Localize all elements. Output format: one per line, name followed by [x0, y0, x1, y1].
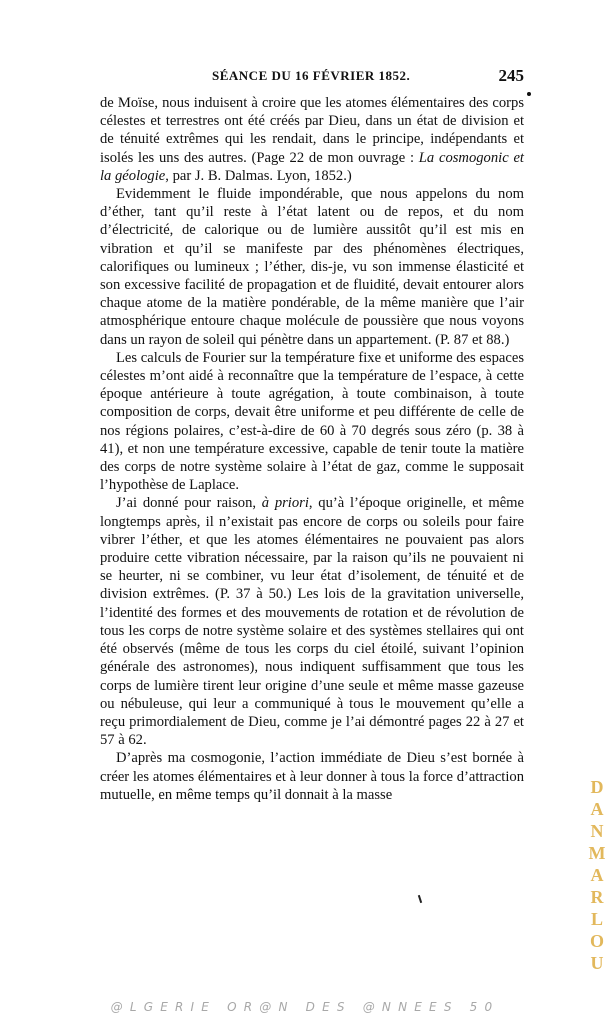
running-head — [100, 66, 524, 88]
ink-dot-mark — [527, 92, 531, 96]
paragraph-2: Evidemment le fluide impondérable, que nous appelons du nom d’éther, tant qu’il reste à l’état latent ou de repos, et du nom d’électricité, de calorique ou de lumière aussitôt qu’il est mis en vibration et qu’il se manifeste par des phénomènes électriques, calorifiques ou lumineux ; l’éther, dis-je, vu son immense élasticité et son excessive facilité de propagation et de fluidité, devait entourer alors chaque atome de la matière pondérable, de la même manière que l’air atmosphérique entoure chaque molécule de poussière que nous voyons dans un rayon de soleil qui pénètre dans un appartement. (P. 87 et 88.) — [100, 186, 524, 348]
vertical-watermark: DANMARLOU — [588, 777, 606, 973]
paragraph-5: D’après ma cosmogonie, l’action immédiate de Dieu s’est bornée à créer les atomes élémentaires et à leur donner à tous la force d’attraction mutuelle, en même temps qu’il donnait à la masse — [100, 750, 524, 803]
paragraph-4: J’ai donné pour raison, à priori, qu’à l’époque originelle, et même longtemps après, il n’existait pas encore de corps ou soleils pour faire vibrer l’éther, et que les atomes élémentaires ne pouvaient pas alors produire cette vibration nécessaire, par la raison qu’ils ne pouvaient ni se heurter, ni se combiner, vu leur état d’isolement, de ténuité et de division extrêmes. (P. 37 à 50.) Les lois de la gravitation universelle, l’identité des formes et des mouvements de rotation et de révolution de tous les corps de notre système solaire et des systèmes stellaires qui ont été observés (même de tous les corps du ciel étoilé, suivant l’opinion générale des astronomes), nous indiquent suffisamment que tous les corps de lumière tirent leur origine d’une seule et même masse gazeuse ou nébuleuse, qui leur a communiqué à tous le mouvement qu’elle a reçu primordialement de Dieu, comme je l’ai démontré pages 22 à 27 et 57 à 62. — [100, 495, 524, 749]
a-priori-italic: à priori — [261, 495, 309, 512]
paragraph-3: Les calculs de Fourier sur la température fixe et uniforme des espaces célestes m’ont aidé à reconnaître que la température de l’espace, à cette époque antérieure à toute agrégation, à toute combinaison, à toute composition de corps, devait être uniforme et peu différente de celle de nos régions polaires, c’est-à-dire de 60 à 70 degrés sous zéro (p. 38 à 41), et non une température excessive, capable de tenir toute la matière des corps de notre système solaire à l’état de gaz, comme le supposait l’hypothèse de Laplace. — [100, 349, 524, 494]
page-number: 245 — [498, 66, 524, 85]
paragraph-1: de Moïse, nous induisent à croire que les atomes élémentaires des corps célestes et terrestres ont été créés par Dieu, dans un état de division et de ténuité extrêmes qui les rendait, dans le principe, indépendants et isolés les uns des autres. (Page 22 de mon ouvrage : La cosmogonic et la géologie, par J. B. Dalmas. Lyon, 1852.) — [100, 95, 524, 184]
footer-watermark: @LGERIE OR@N DES @NNEES 50 — [110, 1000, 500, 1014]
stray-ink-mark — [418, 895, 422, 903]
running-title: SÉANCE DU 16 FÉVRIER 1852. — [212, 68, 411, 83]
body-text — [100, 94, 524, 804]
book-title-italic: La cosmogonic et la géologie — [100, 149, 524, 184]
